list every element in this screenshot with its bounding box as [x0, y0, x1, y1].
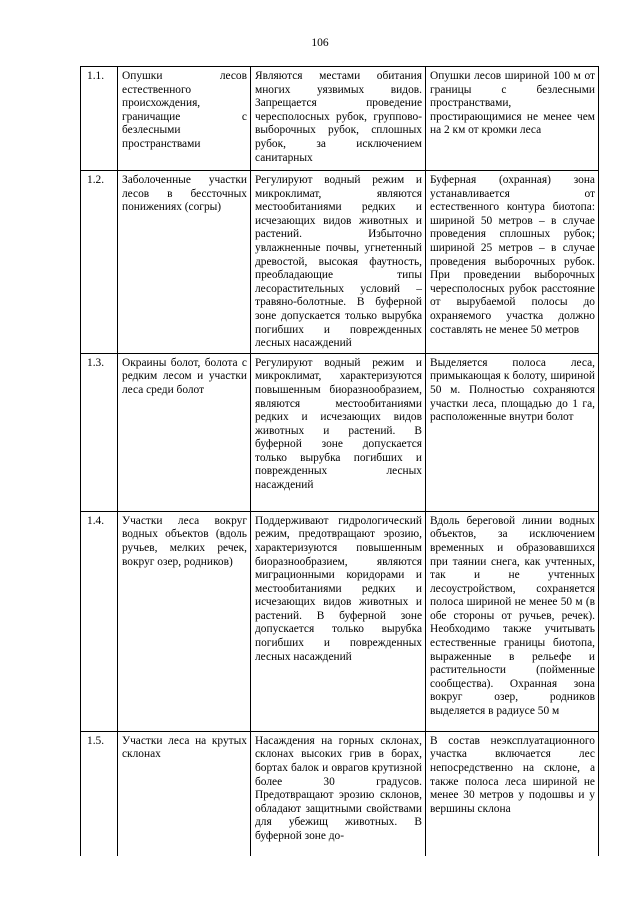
biotope-function: Насаждения на горных склонах, склонах высоких грив в борах, бортах балок и оврагов крутизной более 30 градусов. Предотвращают эрозию склонов, обладают защитными свойствами для убежищ животных. В буферной зоне до- — [251, 731, 426, 856]
biotope-name: Заболоченные участки лесов в бессточных понижениях (согры) — [118, 171, 251, 354]
biotope-name: Опушки лесов естественного происхождения, граничащие с безлесными пространствами — [118, 67, 251, 171]
table-row — [81, 511, 599, 731]
biotope-name: Окраины болот, болота с редким лесом и участки леса среди болот — [118, 353, 251, 511]
biotope-name: Участки леса вокруг водных объектов (вдоль ручьев, мелких речек, вокруг озер, родников) — [118, 511, 251, 731]
row-number: 1.3. — [81, 353, 118, 511]
biotope-name: Участки леса на крутых склонах — [118, 731, 251, 856]
biotope-function: Регулируют водный режим и микроклимат, являются местообитаниями редких и исчезающих видов животных и растений. Избыточно увлажненные почвы, угнетенный древостой, высокая фаутность, преобладающие типы лесорастительных условий – травяно-болотные. В буферной зоне допускается только вырубка погибших и поврежденных лесных насаждений — [251, 171, 426, 354]
table-row — [81, 731, 599, 856]
row-number: 1.2. — [81, 171, 118, 354]
protection-measures: Буферная (охранная) зона устанавливается от естественного контура биотопа: шириной 50 метров – в случае проведения сплошных рубок; шириной 25 метров – в случае проведения выборочных рубок. При проведении выборочных чересполосных рубок расстояние от вырубаемой полосы до охраняемого участка должно составлять не менее 50 метров — [426, 171, 599, 354]
biotope-function: Поддерживают гидрологический режим, предотвращают эрозию, характеризуются повышенным биоразнообразием, являются миграционными коридорами и местообитаниями редких и исчезающих видов животных и растений. В буферной зоне допускается только вырубка погибших и поврежденных лесных насаждений — [251, 511, 426, 731]
table-row — [81, 67, 599, 171]
table-row — [81, 171, 599, 354]
protection-measures: В состав неэксплуатационного участка включается лес непосредственно на склоне, а также полоса леса шириной не менее 30 метров у подошвы и у вершины склона — [426, 731, 599, 856]
protection-measures: Опушки лесов шириной 100 м от границы с безлесными пространствами, простирающимися не менее чем на 2 км от кромки леса — [426, 67, 599, 171]
biotope-function: Регулируют водный режим и микроклимат, характеризуются повышенным биоразнообразием, являются местообитаниями редких и исчезающих видов животных и растений. В буферной зоне допускается только вырубка погибших и поврежденных лесных насаждений — [251, 353, 426, 511]
row-number: 1.5. — [81, 731, 118, 856]
row-number: 1.4. — [81, 511, 118, 731]
protection-measures: Вдоль береговой линии водных объектов, за исключением временных и образовавшихся при таянии снега, как учтенных, так и не учтенных лесоустройством, сохраняется полоса шириной не менее 50 м (в обе стороны от ручьев, речек). Необходимо также учитывать естественные границы биотопа, выраженные в рельефе и растительности (пойменные сообщества). Охранная зона вокруг озер, родников выделяется в радиусе 50 м — [426, 511, 599, 731]
biotope-function: Являются местами обитания многих уязвимых видов. Запрещается проведение чересполосных рубок, группово-выборочных рубок, сплошных рубок, за исключением санитарных — [251, 67, 426, 171]
protection-measures: Выделяется полоса леса, примыкающая к болоту, шириной 50 м. Полностью сохраняются участки леса, площадью до 1 га, расположенные внутри болот — [426, 353, 599, 511]
page-number: 106 — [311, 37, 329, 49]
row-number: 1.1. — [81, 67, 118, 171]
biotope-table — [80, 66, 599, 856]
table-row — [81, 353, 599, 511]
